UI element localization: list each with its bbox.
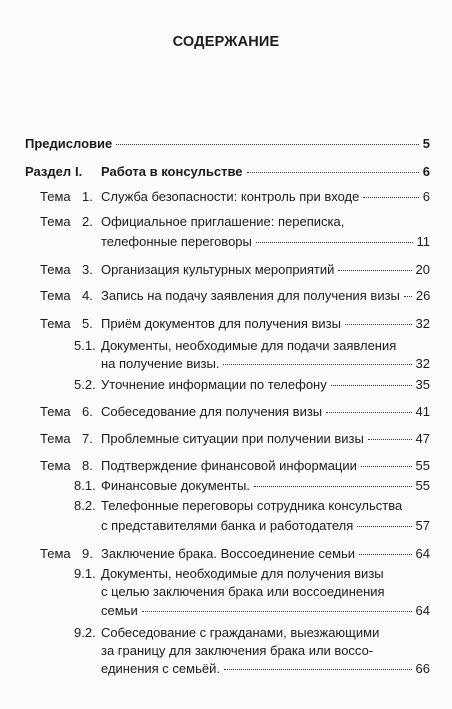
toc-entry[interactable]	[40, 546, 430, 562]
toc-page-number: 26	[415, 288, 431, 303]
toc-entry-continuation	[101, 518, 430, 534]
toc-page-number: 57	[415, 518, 430, 533]
toc-entry-title: Уточнение информации по телефону	[101, 377, 327, 392]
dot-leader	[142, 611, 412, 612]
page-title: СОДЕРЖАНИЕ	[172, 34, 280, 50]
entry-number: 8.2.	[74, 498, 96, 513]
toc-entry-title: Собеседование с гражданами, выезжающими	[101, 625, 380, 640]
dot-leader	[363, 197, 418, 198]
toc-entry-title: Официальное приглашение: переписка,	[101, 214, 345, 229]
toc-page-number: 41	[415, 404, 430, 419]
toc-entry-title: Предисловие	[25, 136, 113, 151]
topic-label: Тема	[40, 189, 71, 204]
toc-entry-title: Работа в консульстве	[101, 164, 243, 179]
topic-label: Тема	[40, 288, 71, 303]
entry-number: 5.2.	[74, 377, 96, 392]
entry-number: 1.	[82, 189, 93, 204]
entry-number: 5.	[82, 316, 93, 331]
toc-entry-title: Служба безопасности: контроль при входе	[101, 189, 360, 204]
entry-number: 3.	[82, 262, 93, 277]
entry-number: 8.1.	[74, 478, 96, 493]
toc-page-number: 32	[415, 316, 430, 331]
toc-entry-title: Финансовые документы.	[101, 478, 250, 493]
toc-entry-title: Приём документов для получения визы	[101, 316, 341, 331]
topic-label: Тема	[40, 316, 71, 331]
dot-leader	[116, 144, 419, 145]
toc-entry-title: с целью заключения брака или воссоединения	[101, 584, 385, 599]
entry-number: 5.1.	[74, 338, 96, 353]
dot-leader	[357, 526, 411, 527]
toc-entry-title: на получение визы.	[101, 356, 220, 371]
dot-leader	[368, 439, 412, 440]
topic-label: Тема	[40, 546, 71, 561]
toc-page-number: 64	[415, 603, 430, 618]
toc-entry[interactable]	[40, 288, 430, 304]
toc-entry[interactable]	[25, 164, 430, 180]
dot-leader	[254, 486, 412, 487]
entry-number: 6.	[82, 404, 93, 419]
toc-entry[interactable]	[40, 214, 430, 230]
toc-entry[interactable]	[40, 404, 430, 420]
toc-entry-title: Проблемные ситуации при получении визы	[101, 431, 364, 446]
dot-leader	[359, 554, 411, 555]
entry-number: 7.	[82, 431, 93, 446]
toc-entry[interactable]	[40, 189, 430, 205]
dot-leader	[345, 324, 412, 325]
toc-page-number: 47	[415, 431, 430, 446]
toc-entry-title: единения с семьёй.	[101, 661, 220, 676]
dot-leader	[247, 172, 419, 173]
entry-number: 4.	[82, 288, 93, 303]
toc-entry-title: Телефонные переговоры сотрудника консульства	[101, 498, 403, 513]
dot-leader	[224, 669, 412, 670]
toc-page-number: 35	[415, 377, 430, 392]
toc-entry[interactable]	[74, 625, 430, 641]
toc-entry-title: Документы, необходимые для получения визы	[101, 566, 384, 581]
entry-number: 9.	[82, 546, 93, 561]
dot-leader	[361, 466, 412, 467]
entry-number: 2.	[82, 214, 93, 229]
toc-entry[interactable]	[74, 338, 430, 354]
topic-label: Тема	[40, 262, 71, 277]
dot-leader	[338, 270, 411, 271]
toc-page-number: 66	[415, 661, 430, 676]
toc-entry[interactable]	[74, 377, 430, 393]
toc-entry[interactable]	[40, 458, 430, 474]
toc-entry-continuation	[101, 661, 430, 677]
entry-number: 9.2.	[74, 625, 96, 640]
toc-entry-title: Заключение брака. Воссоединение семьи	[101, 546, 356, 561]
toc-page-number: 11	[416, 234, 430, 249]
section-label: Раздел	[25, 164, 72, 179]
toc-entry-title: Документы, необходимые для подачи заявления	[101, 338, 397, 353]
toc-entry[interactable]	[74, 498, 430, 514]
toc-entry-title: Запись на подачу заявления для получения визы	[101, 288, 400, 303]
toc-entry-continuation	[101, 584, 430, 600]
toc-entry-title: телефонные переговоры	[101, 234, 252, 249]
toc-page-number: 64	[415, 546, 430, 561]
dot-leader	[404, 296, 412, 297]
dot-leader	[223, 364, 411, 365]
toc-entry-preface[interactable]	[25, 136, 430, 152]
toc-page-number: 55	[415, 458, 430, 473]
toc-page-number: 6	[422, 164, 430, 179]
toc-entry[interactable]	[74, 478, 430, 494]
topic-label: Тема	[40, 458, 71, 473]
toc-entry-title: Организация культурных мероприятий	[101, 262, 335, 277]
toc-entry-continuation	[101, 234, 430, 250]
entry-number: 8.	[82, 458, 93, 473]
topic-label: Тема	[40, 214, 71, 229]
toc-entry-continuation	[101, 643, 430, 659]
toc-page-number: 20	[415, 262, 430, 277]
entry-number: I.	[75, 164, 83, 179]
dot-leader	[326, 412, 411, 413]
entry-number: 9.1.	[74, 566, 96, 581]
toc-page-number: 6	[422, 189, 430, 204]
topic-label: Тема	[40, 431, 71, 446]
toc-entry[interactable]	[40, 431, 430, 447]
toc-entry-title: за границу для заключения брака или воссо-	[101, 643, 374, 658]
toc-entry-continuation	[101, 356, 430, 372]
dot-leader	[256, 242, 413, 243]
dot-leader	[331, 385, 412, 386]
toc-page-number: 55	[415, 478, 430, 493]
toc-entry-title: с представителями банка и работодателя	[101, 518, 354, 533]
topic-label: Тема	[40, 404, 71, 419]
toc-entry[interactable]	[40, 316, 430, 332]
toc-page-number: 5	[422, 136, 430, 151]
toc-entry-title: Собеседование для получения визы	[101, 404, 323, 419]
toc-entry-title: Подтверждение финансовой информации	[101, 458, 357, 473]
toc-entry-title: семьи	[101, 603, 138, 618]
toc-page-number: 32	[415, 356, 430, 371]
toc-entry[interactable]	[40, 262, 430, 278]
toc-entry[interactable]	[74, 566, 430, 582]
toc-entry-continuation	[101, 603, 430, 619]
